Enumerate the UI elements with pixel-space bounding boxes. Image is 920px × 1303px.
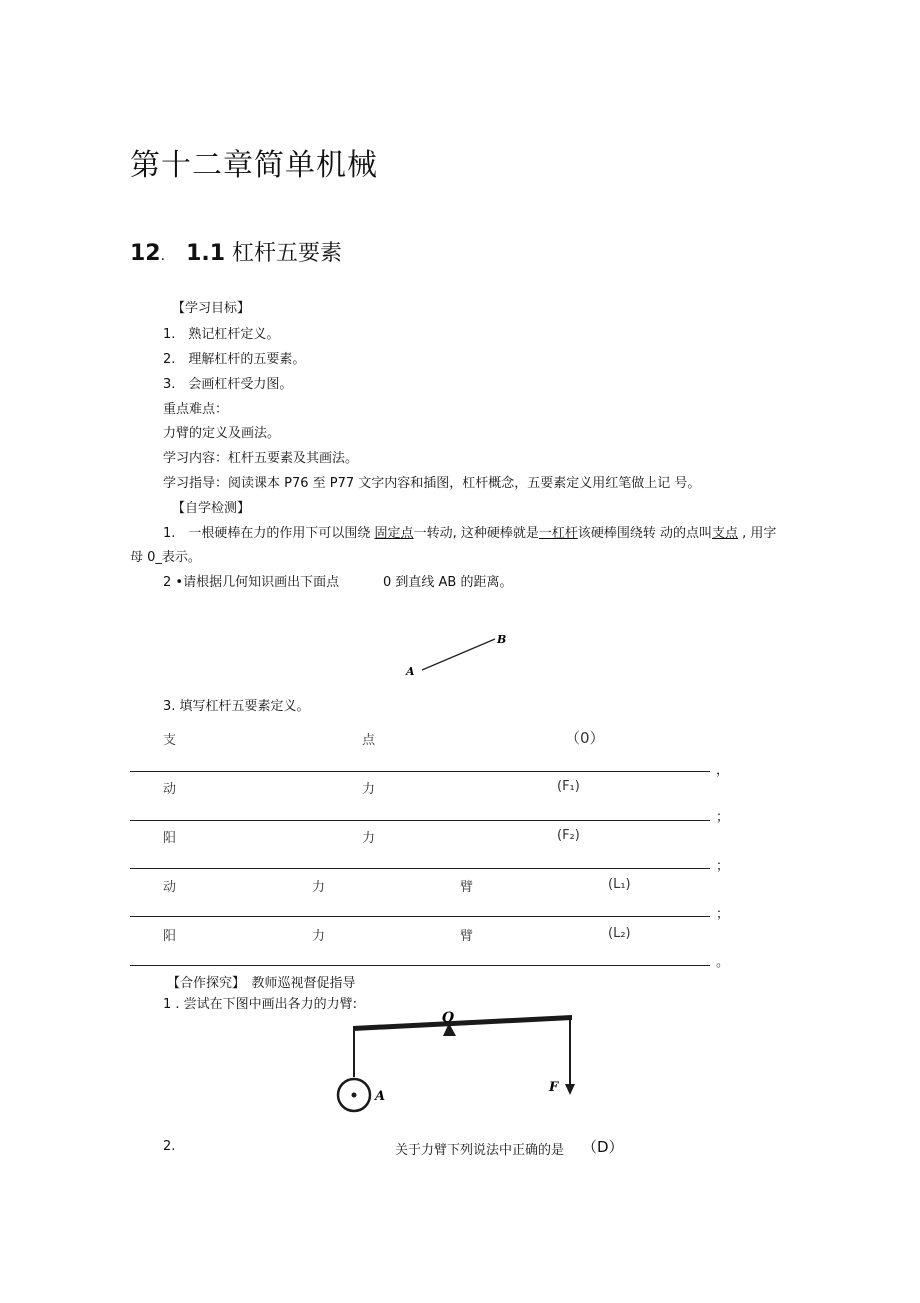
table-cell: (F₂)	[557, 828, 580, 843]
q1-pre: 1. 一根硬棒在力的作用下可以围绕	[163, 526, 375, 541]
question-2: 2 •请根据几何知识画出下面点	[163, 575, 340, 590]
label-a: A	[406, 665, 415, 678]
lever-diagram	[330, 1010, 590, 1118]
row-punct: 。	[716, 955, 730, 970]
table-cell: (L₁)	[608, 877, 631, 892]
key-label: 重点难点：	[163, 402, 229, 417]
row-punct: ；	[716, 859, 730, 874]
section-number: 12	[130, 241, 161, 266]
q1-mid2: 该硬棒围绕转 动的点叫	[577, 526, 712, 541]
table-rule	[130, 820, 710, 821]
question-3: 3. 填写杠杆五要素定义。	[163, 699, 310, 714]
table-cell: 支	[163, 733, 177, 748]
line-ab-diagram	[400, 628, 520, 683]
section-title: 杠杆五要素	[232, 241, 343, 266]
q1-answer-fulcrum: 支点	[711, 526, 738, 541]
chapter-title: 第十二章简单机械	[130, 148, 378, 183]
table-rule	[130, 868, 710, 869]
q1-mid1: 一转动, 这种硬棒就是	[413, 526, 539, 541]
content-line: 学习内容：杠杆五要素及其画法。	[163, 451, 359, 466]
table-cell: 点	[362, 733, 376, 748]
label-a-lever: A	[375, 1089, 386, 1104]
section-heading	[130, 236, 342, 267]
row-punct: ；	[716, 810, 730, 825]
section-dot: .	[160, 248, 166, 264]
table-cell: 臂	[460, 929, 474, 944]
question-1-line2: 母 0_表示。	[130, 550, 201, 565]
weight-center-dot	[352, 1093, 357, 1098]
table-cell: 力	[362, 782, 376, 797]
cooperate-q2-number: 2.	[163, 1139, 176, 1154]
table-rule	[130, 771, 710, 772]
q1-tail: , 用字	[738, 526, 777, 541]
question-1	[163, 522, 776, 541]
line-ab	[422, 639, 495, 670]
q1-answer-lever: 一杠杆	[538, 526, 578, 541]
table-cell: (L₂)	[608, 926, 631, 941]
cooperate-q2-answer: （D）	[582, 1138, 624, 1156]
table-cell: 力	[312, 880, 326, 895]
label-f: F	[549, 1080, 559, 1095]
goal-item: 2. 理解杠杆的五要素。	[163, 352, 306, 367]
label-b: B	[497, 633, 507, 646]
table-rule	[130, 916, 710, 917]
table-cell: 阳	[163, 831, 177, 846]
force-arrow-icon	[565, 1084, 575, 1095]
table-cell: (F₁)	[557, 779, 580, 794]
section-sub: 1.1	[186, 241, 226, 266]
table-cell: 阳	[163, 929, 177, 944]
table-cell: 动	[163, 782, 177, 797]
table-cell: （0）	[565, 729, 605, 747]
cooperate-heading: 【合作探究】 教师巡视督促指导	[167, 976, 356, 991]
lever-bar	[353, 1015, 572, 1031]
guide-line: 学习指导：阅读课本 P76 至 P77 文字内容和插图，杠杆概念，五要素定义用红笔做上记 号。	[163, 476, 701, 491]
question-2-tail: 0 到直线 AB 的距离。	[383, 575, 513, 590]
table-cell: 动	[163, 880, 177, 895]
table-cell: 力	[312, 929, 326, 944]
goal-item: 1. 熟记杠杆定义。	[163, 327, 280, 342]
goal-item: 3. 会画杠杆受力图。	[163, 377, 293, 392]
row-punct: ；	[716, 907, 730, 922]
goals-heading: 【学习目标】	[172, 301, 251, 316]
selfcheck-heading: 【自学检测】	[172, 501, 251, 516]
cooperate-q1: 1 . 尝试在下图中画出各力的力臂:	[163, 997, 358, 1012]
table-rule	[130, 965, 710, 966]
row-punct: ，	[716, 763, 730, 778]
cooperate-q2-text: 关于力臂下列说法中正确的是	[395, 1143, 565, 1158]
q1-answer-fixed-point: 固定点	[374, 526, 414, 541]
table-cell: 臂	[460, 880, 474, 895]
label-o: O	[442, 1010, 455, 1026]
key-content: 力臂的定义及画法。	[163, 426, 281, 441]
table-cell: 力	[362, 831, 376, 846]
